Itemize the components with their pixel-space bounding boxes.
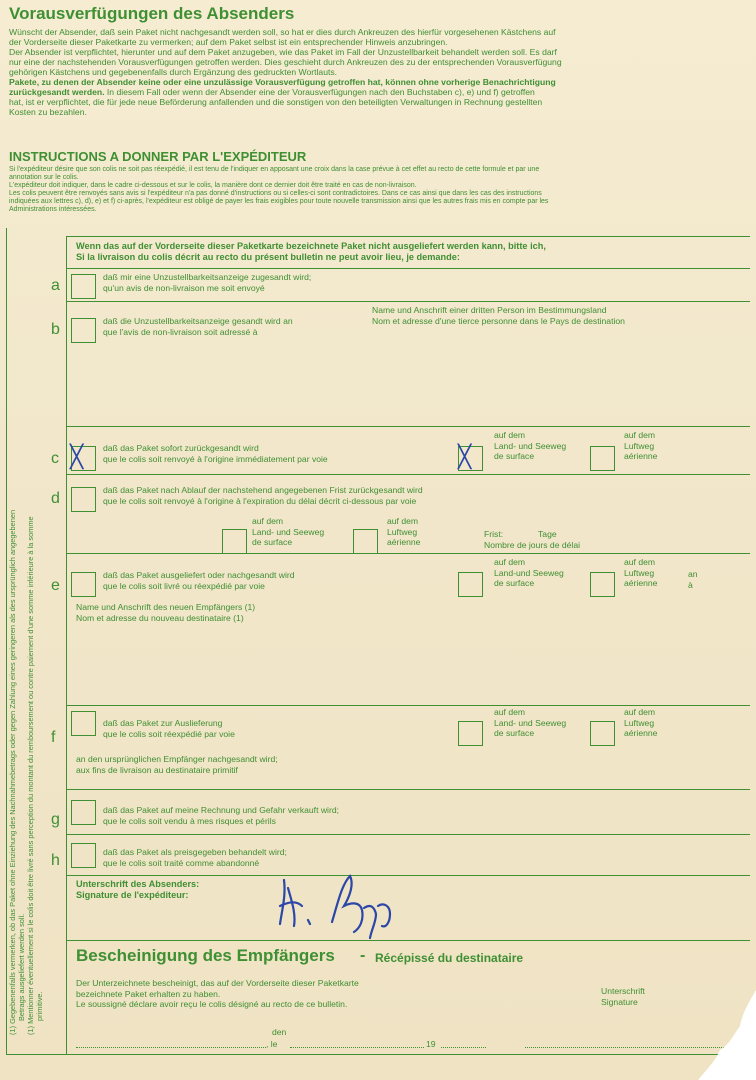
intro-line: Der Absender ist verpflichtet, hierunter und auf dem Paket anzugeben, wie das Paket im Fall der Unzustellbarkeit behandelt werden soll. Es darf (9, 47, 557, 57)
auf-dem: auf dem (494, 430, 526, 440)
checkbox-e-surface[interactable] (458, 572, 483, 597)
auf-dem: auf dem (494, 707, 526, 717)
auf-dem: auf dem (624, 430, 656, 440)
receipt-line: bezeichnete Paket erhalten zu haben. (76, 988, 221, 999)
f-surface-label (494, 707, 566, 739)
auf-dem: auf dem (252, 516, 284, 526)
option-d-de: daß das Paket nach Ablauf der nachstehend angegebenen Frist zurückgesandt wird (103, 485, 423, 495)
checkbox-d[interactable] (71, 487, 96, 512)
aerienne: aérienne (624, 578, 658, 588)
row-divider (66, 301, 750, 302)
tage-label: Tage (538, 529, 557, 539)
intro-line: Kosten zu bezahlen. (9, 107, 87, 117)
option-h-fr: que le colis soit traité comme abandonné (103, 857, 260, 868)
row-divider (66, 705, 750, 706)
checkbox-d-air[interactable] (353, 529, 378, 554)
intro-line: der Vorderseite dieser Paketkarte zu vermerken; auf dem Paket selbst ist ein entsprechender Hinweis anzubringen. (9, 37, 448, 47)
de-surface: de surface (252, 537, 293, 547)
new-recipient-address-field[interactable] (76, 626, 741, 702)
option-f-fr2: aux fins de livraison au destinataire primitif (76, 764, 238, 775)
option-f-de: daß das Paket zur Auslieferung (103, 718, 223, 728)
option-letter-g: g (51, 811, 60, 828)
row-divider (66, 553, 750, 554)
new-recipient-fr: Nom et adresse du nouveau destinataire (1) (76, 612, 244, 623)
checkbox-g[interactable] (71, 800, 96, 825)
checkbox-a[interactable] (71, 274, 96, 299)
option-letter-c: c (51, 450, 59, 467)
option-d-fr: que le colis soit renvoyé à l'origine à l'expiration du délai décrit ci-dessous par voie (103, 495, 417, 506)
frame-top (66, 236, 750, 237)
option-letter-e: e (51, 577, 60, 594)
option-c-de: daß das Paket sofort zurückgesandt wird (103, 443, 259, 453)
side-line: primitive. (35, 991, 44, 1021)
checkbox-f-air[interactable] (590, 721, 615, 746)
option-a-fr: qu'un avis de non-livraison me soit envoyé (103, 282, 265, 293)
title-fr: INSTRUCTIONS A DONNER PAR L'EXPÉDITEUR (9, 149, 307, 164)
a: à (688, 579, 693, 590)
form-header (76, 241, 546, 263)
auf-dem: auf dem (624, 707, 656, 717)
option-e-fr: que le colis soit livré ou réexpédié par voie (103, 580, 265, 591)
form-header-fr: Si la livraison du colis décrit au recto du présent bulletin ne peut avoir lieu, je demande: (76, 252, 460, 262)
land-seeweg: Land- und Seeweg (252, 526, 325, 537)
sender-signature-label (76, 879, 199, 901)
checkbox-e-air[interactable] (590, 572, 615, 597)
receipt-title-de: Bescheinigung des Empfängers (76, 946, 335, 965)
an: an (688, 569, 698, 579)
torn-corner (690, 990, 756, 1080)
option-e-de: daß das Paket ausgeliefert oder nachgesandt wird (103, 570, 295, 580)
option-f-fr: que le colis soit réexpédié par voie (103, 728, 235, 739)
intro-paragraph-fr (9, 166, 754, 214)
receipt-title-dash: - (360, 947, 366, 964)
option-f-de2: an den ursprünglichen Empfänger nachgesandt wird; (76, 754, 278, 764)
fr-line: Les colis peuvent être renvoyés sans avis si l'expéditeur n'a pas donné d'instructions ou si celles-ci sont contradictoires. Dans ce cas ainsi que dans les cas des instructions (9, 190, 542, 197)
form-header-de: Wenn das auf der Vorderseite dieser Paketkarte bezeichnete Paket nicht ausgeliefert werden kann, bitte ich, (76, 241, 546, 251)
option-a-de: daß mir eine Unzustellbarkeitsanzeige zugesandt wird; (103, 272, 312, 282)
luftweg: Luftweg (387, 526, 418, 537)
checkbox-e[interactable] (71, 572, 96, 597)
year-field[interactable] (441, 1047, 486, 1048)
c-surface-label (494, 430, 566, 462)
aerienne: aérienne (624, 451, 658, 461)
d-air-label (387, 516, 420, 548)
place-field[interactable] (76, 1047, 266, 1048)
de-surface: de surface (494, 578, 535, 588)
land-seeweg: Land- und Seeweg (494, 717, 567, 728)
intro-line: gehörigen Kästchens und gegebenenfalls durch Ergänzung des gedruckten Wortlauts. (9, 67, 338, 77)
fr-line: Si l'expéditeur désire que son colis ne soit pas réexpédié, il est tenu de l'indiquer en apposant une croix dans la case prévue à cet effet au recto de cette formule et par une (9, 166, 540, 173)
land-seeweg: Land- und Seeweg (494, 440, 567, 451)
receipt-line: Der Unterzeichnete bescheinigt, das auf der Vorderseite dieser Paketkarte (76, 978, 359, 988)
aerienne: aérienne (387, 537, 421, 547)
option-letter-a: a (51, 277, 60, 294)
option-f-text-2 (76, 754, 278, 775)
option-e-text (103, 570, 295, 591)
third-person-address-field[interactable] (372, 330, 742, 418)
den-label: den (272, 1027, 287, 1037)
de-surface: de surface (494, 728, 535, 738)
option-letter-h: h (51, 852, 60, 869)
e-an-label (688, 569, 698, 590)
new-recipient-label (76, 602, 255, 623)
option-f-text (103, 718, 235, 739)
intro-line: In diesem Fall oder wenn der Absender eine der Vorausverfügungen nach den Buchstaben c), e) und f) getroffen (104, 87, 535, 97)
delai-label: Nombre de jours de délai (484, 540, 581, 550)
receipt-signature-de: Unterschrift (601, 986, 645, 996)
row-divider (66, 268, 750, 269)
auf-dem: auf dem (494, 557, 526, 567)
checkbox-f[interactable] (71, 711, 96, 736)
option-g-de: daß das Paket auf meine Rechnung und Gefahr verkauft wird; (103, 805, 339, 815)
le-label: , le (266, 1039, 278, 1049)
new-recipient-de: Name und Anschrift des neuen Empfängers (1) (76, 602, 256, 612)
luftweg: Luftweg (624, 567, 655, 578)
frame-left (66, 236, 67, 1054)
intro-paragraph-de (9, 27, 749, 117)
e-surface-label (494, 557, 564, 589)
handwritten-cross-c: ╳ (70, 445, 84, 470)
auf-dem: auf dem (624, 557, 656, 567)
frame-bottom (6, 1054, 750, 1055)
intro-line: hat, ist er verpflichtet, die für jede neue Beförderung anfallenden und die sonstigen von den beteiligten Verwaltungen in Rechnung gestellten (9, 97, 543, 107)
checkbox-b[interactable] (71, 318, 96, 343)
aerienne: aérienne (624, 728, 658, 738)
intro-bold-fragment: zurückgesandt werden. (9, 87, 105, 97)
year-label: 19 (426, 1039, 436, 1049)
intro-line: Wünscht der Absender, daß sein Paket nicht nachgesandt werden soll, so hat er dies durch Ankreuzen des hierfür vorgesehenen Kästchens auf (9, 27, 556, 37)
sender-signature-de: Unterschrift des Absenders: (76, 879, 200, 889)
outer-left-line (6, 228, 7, 1054)
checkbox-c-air[interactable] (590, 446, 615, 471)
option-g-text (103, 805, 339, 826)
option-c-fr: que le colis soit renvoyé à l'origine immédiatement par voie (103, 453, 328, 464)
receipt-text (76, 978, 359, 1010)
frist-label: Frist: (484, 529, 504, 539)
option-g-fr: que le colis soit vendu à mes risques et périls (103, 815, 276, 826)
receipt-divider (66, 940, 750, 941)
handwritten-cross-c-surface: ╳ (458, 445, 472, 470)
option-letter-b: b (51, 321, 60, 338)
option-h-de: daß das Paket als preisgegeben behandelt wird; (103, 847, 287, 857)
land-seeweg: Land-und Seeweg (494, 567, 564, 578)
intro-line: nur eine der nachstehenden Vorausverfügungen getroffen werden. Dies geschieht durch Ankreuzen des zu der entsprechenden Vorausverfügung (9, 57, 562, 67)
intro-bold-line: Pakete, zu denen der Absender keine oder eine unzulässige Vorausverfügung getroffen hat, können ohne vorherige Benachrichtigung (9, 77, 556, 87)
date-field[interactable] (290, 1047, 424, 1048)
c-air-label (624, 430, 657, 462)
de-surface: de surface (494, 451, 535, 461)
title-de: Vorausverfügungen des Absenders (9, 4, 295, 23)
side-note-de (8, 235, 44, 1035)
option-b-fr: que l'avis de non-livraison soit adressé à (103, 326, 258, 337)
option-b-de: daß die Unzustellbarkeitsanzeige gesandt wird an (103, 316, 293, 326)
d-surface-label (252, 516, 324, 548)
e-air-label (624, 557, 657, 589)
side-line: (1) Mentionner éventuellement si le colis doit être livré sans perception du montant du remboursement ou contre paiement d'une somme inférieure à la somme (26, 516, 35, 1035)
third-person-label (372, 305, 625, 326)
handwritten-signature (270, 862, 410, 942)
receipt-line: Le soussigné déclare avoir reçu le colis désigné au recto de ce bulletin. (76, 999, 348, 1009)
sender-signature-fr: Signature de l'expéditeur: (76, 890, 189, 900)
row-divider (66, 474, 750, 475)
luftweg: Luftweg (624, 440, 655, 451)
third-person-fr: Nom et adresse d'une tierce personne dans le Pays de destination (372, 315, 625, 326)
side-line: Betrags ausgeliefert werden soll. (17, 913, 26, 1021)
option-c-text (103, 443, 328, 464)
option-letter-d: d (51, 490, 60, 507)
option-a-text (103, 272, 311, 293)
option-b-text (103, 316, 293, 337)
row-divider (66, 426, 750, 427)
side-line: (1) Gegebenenfalls vermerken, ob das Paket ohne Einziehung des Nachnahmebetrags oder gegen Zahlung eines geringeren als des ursprünglich angegebenen (8, 509, 17, 1035)
fr-line: L'expéditeur doit indiquer, dans le cadre ci-dessous et sur le colis, la manière dont ce dernier doit être traité en cas de non-livraison. (9, 182, 417, 189)
f-air-label (624, 707, 657, 739)
receipt-title-fr: Récépissé du destinataire (375, 951, 524, 965)
fr-line: indiquées aux lettres c), d), e) et f) ci-après, l'expéditeur est obligé de payer les frais exigibles pour toute nouvelle transmission ainsi que les autres frais mis en compte par les (9, 198, 549, 205)
checkbox-d-surface[interactable] (222, 529, 247, 554)
receipt-signature-fr: Signature (601, 996, 638, 1007)
receipt-signature-label (601, 986, 645, 1007)
row-divider (66, 789, 750, 790)
row-divider (66, 834, 750, 835)
fr-line: Administrations intéressées. (9, 206, 97, 213)
checkbox-h[interactable] (71, 843, 96, 868)
luftweg: Luftweg (624, 717, 655, 728)
option-letter-f: f (51, 729, 56, 746)
third-person-de: Name und Anschrift einer dritten Person im Bestimmungsland (372, 305, 607, 315)
option-h-text (103, 847, 287, 868)
fr-line: annotation sur le colis. (9, 174, 79, 181)
option-d-text (103, 485, 423, 506)
checkbox-f-surface[interactable] (458, 721, 483, 746)
auf-dem: auf dem (387, 516, 419, 526)
